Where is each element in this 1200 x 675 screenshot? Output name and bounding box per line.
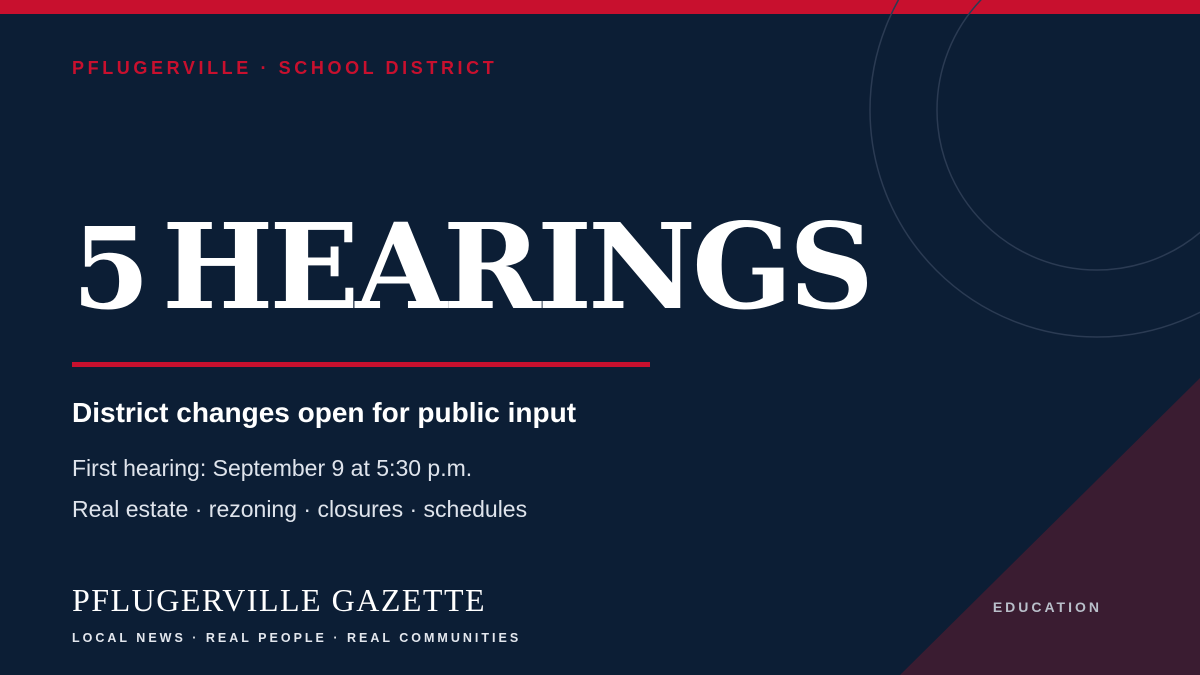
brand-name: PFLUGERVILLE GAZETTE <box>72 582 487 618</box>
corner-triangle <box>900 378 1200 675</box>
headline <box>72 197 871 336</box>
brand-tagline: LOCAL NEWS · REAL PEOPLE · REAL COMMUNITIES <box>72 631 522 645</box>
topics-text: Real estate · rezoning · closures · schedules <box>72 496 528 522</box>
deco-ring-inner <box>937 0 1200 270</box>
section-label: EDUCATION <box>992 599 1102 615</box>
subheadline: District changes open for public input <box>72 397 577 428</box>
headline-word: HEARINGS <box>161 197 871 336</box>
kicker-label: PFLUGERVILLE · SCHOOL DISTRICT <box>72 58 498 78</box>
headline-underline <box>72 362 650 367</box>
headline-number: 5 <box>72 204 148 335</box>
deco-ring-outer <box>870 0 1200 337</box>
first-hearing-text: First hearing: September 9 at 5:30 p.m. <box>72 455 473 481</box>
